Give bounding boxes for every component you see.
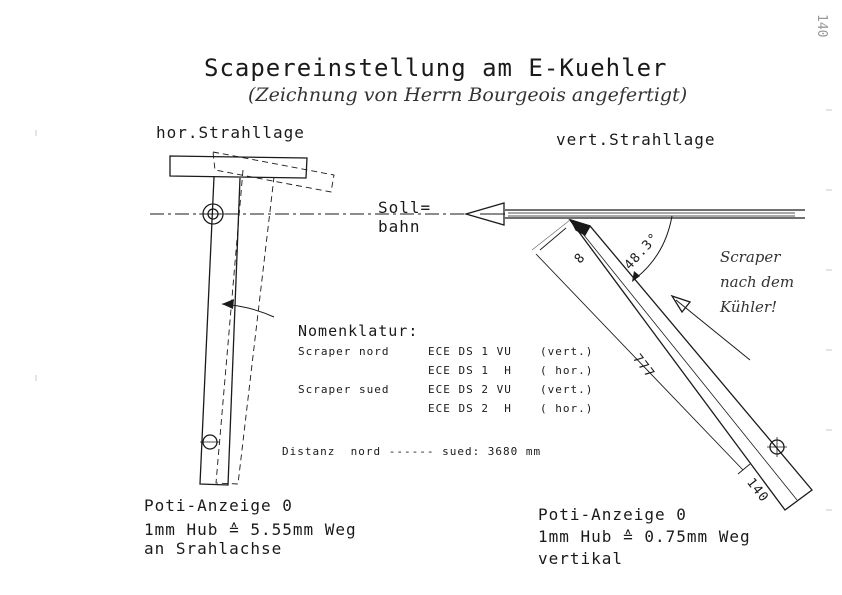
row-code: ECE DS 2 VU	[428, 383, 512, 396]
row-orientation: ( hor.)	[540, 402, 594, 415]
dimension-bottom: 140	[743, 475, 772, 506]
dimension-length: 777	[629, 351, 658, 382]
note-line-3: Kühler!	[720, 298, 778, 316]
row-orientation: (vert.)	[540, 383, 594, 396]
row-orientation: (vert.)	[540, 345, 594, 358]
row-code: ECE DS 1 VU	[428, 345, 512, 358]
handwritten-note	[720, 250, 794, 315]
angle-label: 48.3°	[621, 230, 663, 273]
beam-label-line1: Soll=	[378, 198, 432, 217]
page-title: Scapereinstellung am E-Kuehler	[204, 54, 668, 82]
row-code: ECE DS 1 H	[428, 364, 512, 377]
row-group: Scraper sued	[298, 383, 390, 396]
distance-line: Distanz nord ------ sued: 3680 mm	[282, 445, 542, 458]
left-axis-line: an Srahlachse	[144, 539, 283, 558]
right-axis-line: vertikal	[538, 549, 624, 568]
nomenklatur-heading: Nomenklatur:	[298, 322, 419, 340]
left-heading: hor.Strahllage	[156, 123, 305, 142]
right-hub-line: 1mm Hub ≙ 0.75mm Weg	[538, 527, 751, 546]
right-heading: vert.Strahllage	[556, 130, 716, 149]
row-group: Scraper nord	[298, 345, 390, 358]
subtitle-handwritten: (Zeichnung von Herrn Bourgeois angefertigt)	[248, 84, 688, 106]
beam-pipe	[466, 203, 805, 225]
right-poti-label: Poti-Anzeige 0	[538, 505, 687, 524]
dimension-top: 8	[571, 250, 589, 267]
beam-label-line2: bahn	[378, 217, 421, 236]
note-line-1: Scraper	[720, 248, 781, 266]
left-hub-line: 1mm Hub ≙ 5.55mm Weg	[144, 520, 357, 539]
page-number: 140	[814, 14, 829, 38]
note-line-2: nach dem	[720, 273, 795, 291]
row-code: ECE DS 2 H	[428, 402, 512, 415]
row-orientation: ( hor.)	[540, 364, 594, 377]
left-poti-label: Poti-Anzeige 0	[144, 496, 293, 515]
horizontal-scraper	[170, 152, 334, 485]
